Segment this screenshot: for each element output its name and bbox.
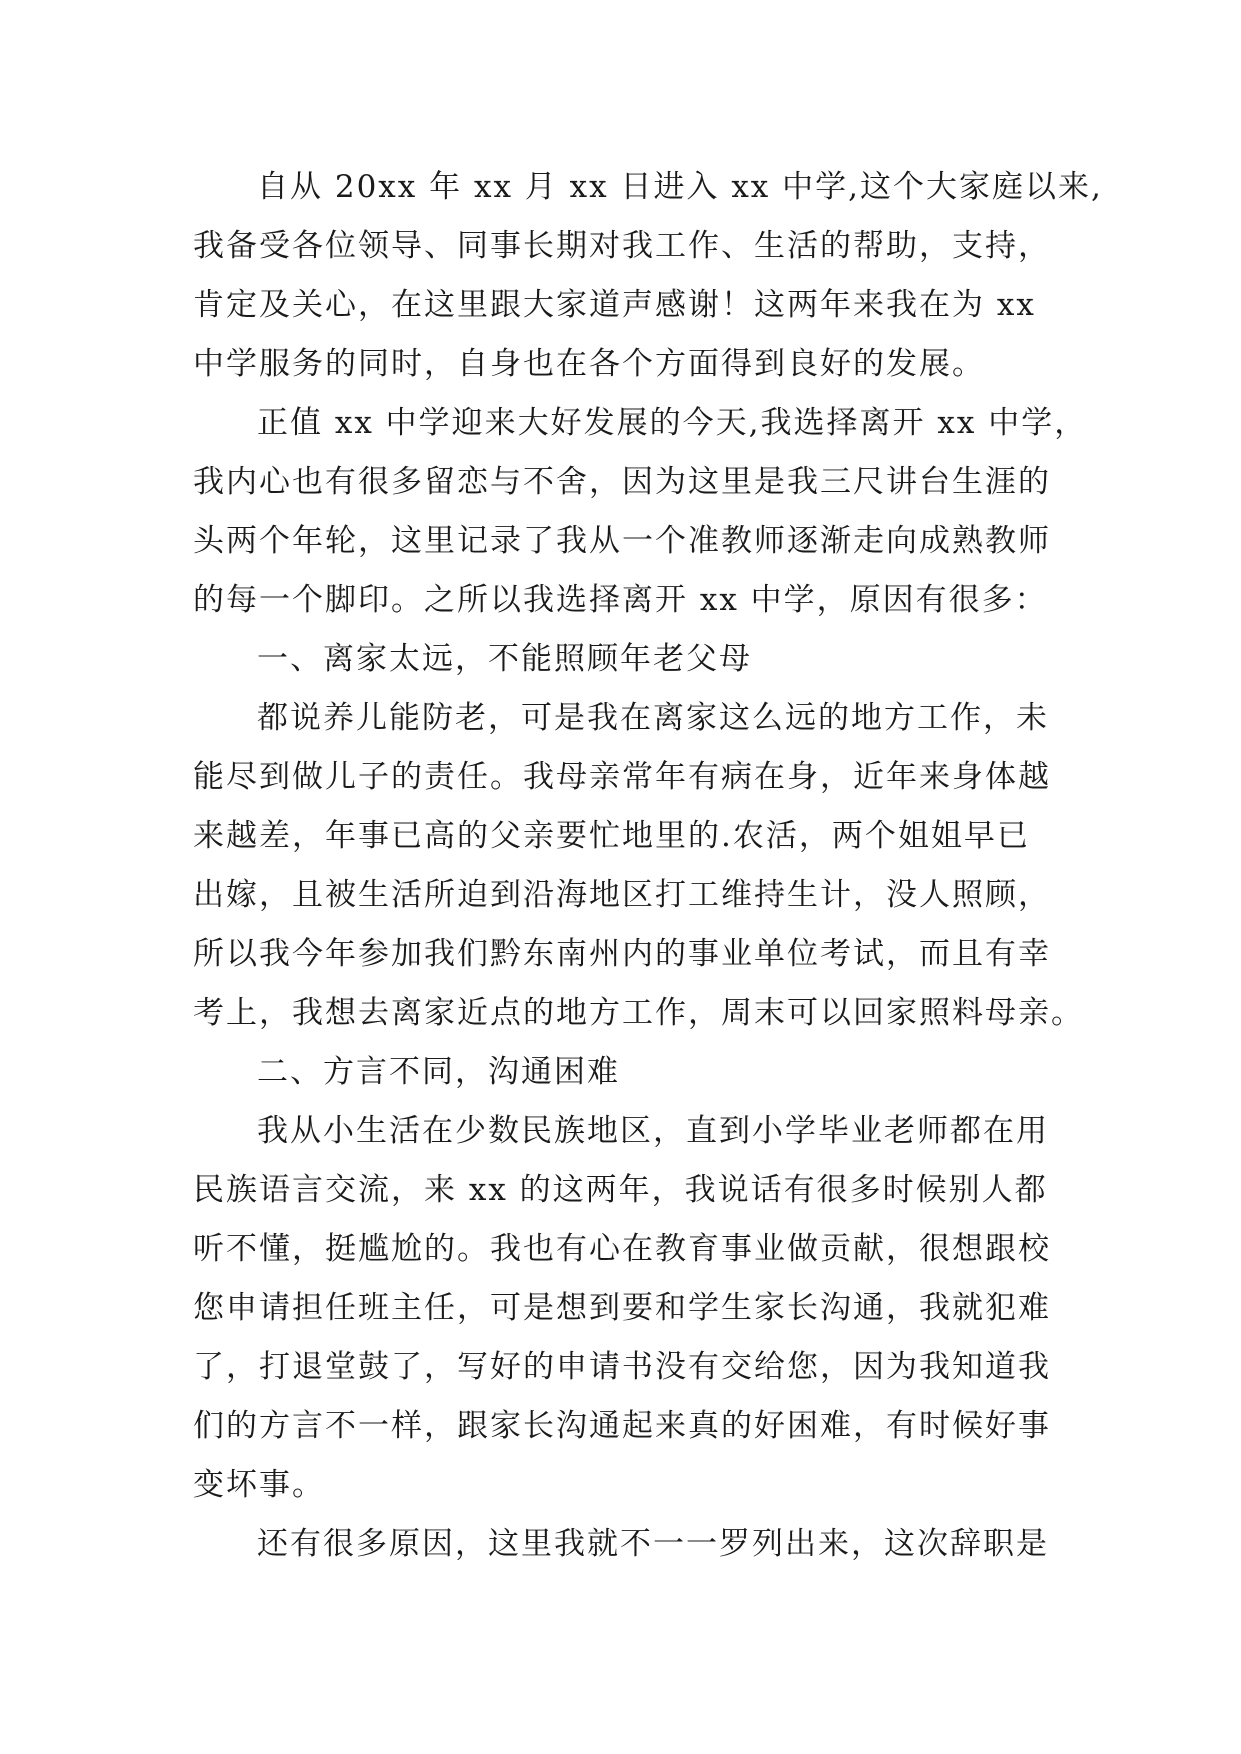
section-heading-2: 二、方言不同，沟通困难 (257, 1054, 620, 1090)
section-heading-1: 一、离家太远，不能照顾年老父母 (257, 641, 752, 677)
paragraph-3-line-4: 出嫁，且被生活所迫到沿海地区打工维持生计，没人照顾， (193, 877, 1051, 913)
paragraph-2-line-2: 我内心也有很多留恋与不舍，因为这里是我三尺讲台生涯的 (193, 464, 1051, 500)
paragraph-3-line-6: 考上，我想去离家近点的地方工作，周末可以回家照料母亲。 (193, 995, 1084, 1031)
paragraph-2-line-1: 正值 xx 中学迎来大好发展的今天,我选择离开 xx 中学， (257, 405, 1088, 441)
document-body (193, 158, 1103, 1574)
paragraph-5-line-1: 还有很多原因，这里我就不一一罗列出来，这次辞职是 (257, 1526, 1049, 1562)
paragraph-3-line-2: 能尽到做儿子的责任。我母亲常年有病在身，近年来身体越 (193, 759, 1051, 795)
paragraph-4-line-2: 民族语言交流，来 xx 的这两年，我说话有很多时候别人都 (193, 1172, 1048, 1208)
paragraph-1-line-3: 肯定及关心，在这里跟大家道声感谢！这两年来我在为 xx (193, 287, 1036, 323)
paragraph-3-line-5: 所以我今年参加我们黔东南州内的事业单位考试，而且有幸 (193, 936, 1051, 972)
paragraph-1-line-2: 我备受各位领导、同事长期对我工作、生活的帮助，支持， (193, 228, 1051, 264)
paragraph-4-line-5: 了，打退堂鼓了，写好的申请书没有交给您，因为我知道我 (193, 1349, 1051, 1385)
paragraph-4-line-1: 我从小生活在少数民族地区，直到小学毕业老师都在用 (257, 1113, 1049, 1149)
paragraph-1-line-4: 中学服务的同时，自身也在各个方面得到良好的发展。 (193, 346, 985, 382)
paragraph-2-line-4: 的每一个脚印。之所以我选择离开 xx 中学，原因有很多： (193, 582, 1048, 618)
paragraph-3-line-3: 来越差，年事已高的父亲要忙地里的.农活，两个姐姐早已 (193, 818, 1030, 854)
paragraph-2-line-3: 头两个年轮，这里记录了我从一个准教师逐渐走向成熟教师 (193, 523, 1051, 559)
paragraph-4-line-7: 变坏事。 (193, 1467, 325, 1503)
paragraph-4-line-4: 您申请担任班主任，可是想到要和学生家长沟通，我就犯难 (193, 1290, 1051, 1326)
paragraph-4-line-6: 们的方言不一样，跟家长沟通起来真的好困难，有时候好事 (193, 1408, 1051, 1444)
paragraph-4-line-3: 听不懂，挺尴尬的。我也有心在教育事业做贡献，很想跟校 (193, 1231, 1051, 1267)
paragraph-3-line-1: 都说养儿能防老，可是我在离家这么远的地方工作，未 (257, 700, 1049, 736)
paragraph-1-line-1: 自从 20xx 年 xx 月 xx 日进入 xx 中学,这个大家庭以来, (257, 169, 1103, 205)
